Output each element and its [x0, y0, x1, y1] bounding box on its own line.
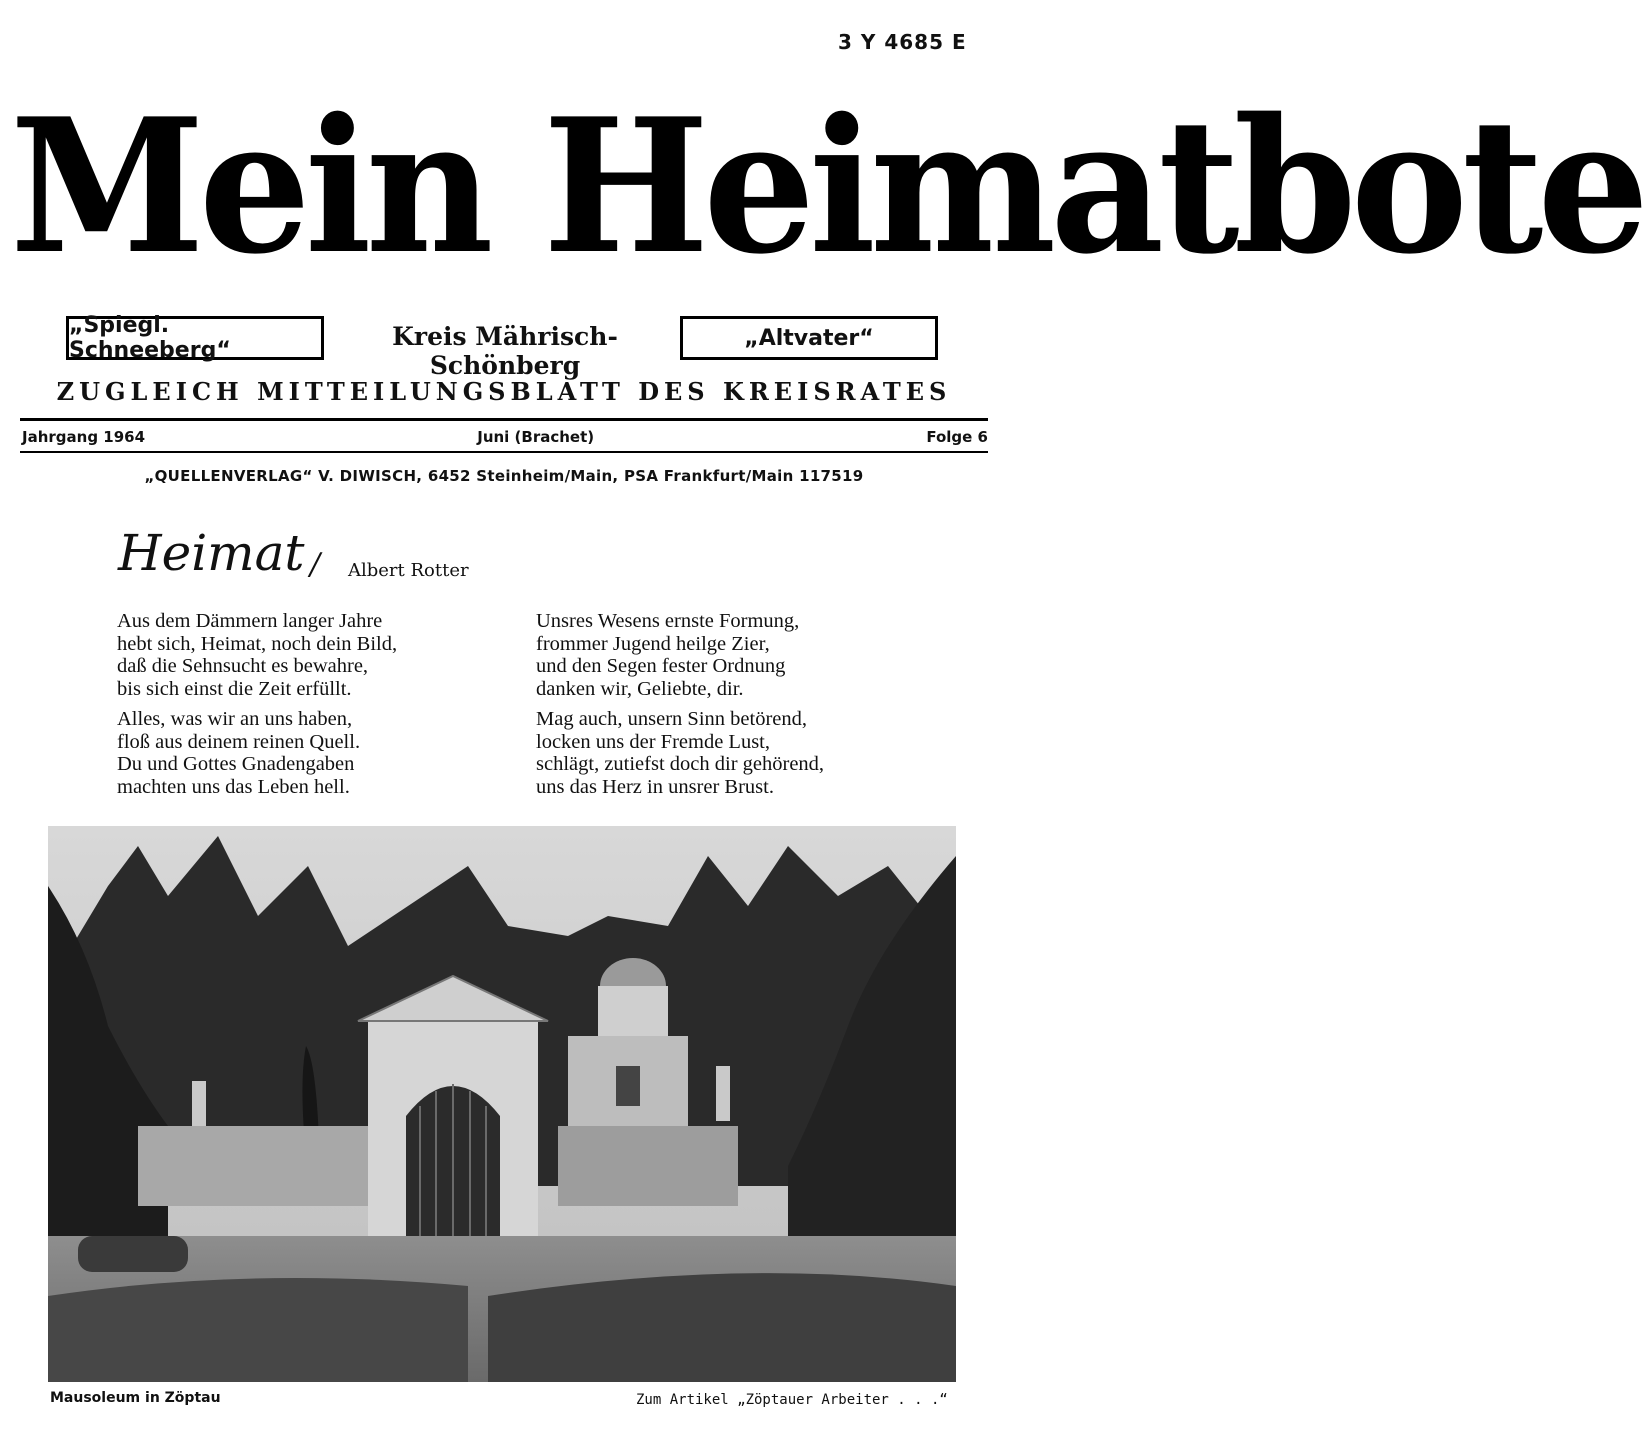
poem-line: hebt sich, Heimat, noch dein Bild, [117, 632, 398, 655]
poem-line: floß aus deinem reinen Quell. [117, 730, 361, 753]
title-separator: / [310, 547, 321, 582]
photo-caption: Mausoleum in Zöptau [50, 1390, 221, 1406]
mausoleum-photo [48, 826, 956, 1382]
region-box-right-label: „Altvater“ [744, 325, 874, 351]
region-box-left [66, 313, 324, 363]
poem-line: Mag auch, unsern Sinn betörend, [536, 708, 807, 730]
issue-month: Juni (Brachet) [477, 428, 595, 446]
poem-line: locken uns der Fremde Lust, [536, 730, 770, 753]
poem-line: bis sich einst die Zeit erfüllt. [117, 677, 352, 700]
issue-info-row [22, 428, 988, 446]
stanza-1 [117, 610, 397, 700]
issue-number: Folge 6 [926, 428, 988, 446]
poem-title: Heimat [118, 524, 305, 582]
stanza-3 [536, 610, 799, 700]
poem-author: Albert Rotter [348, 560, 469, 581]
poem-line: Alles, was wir an uns haben, [117, 708, 353, 730]
poem-line: danken wir, Geliebte, dir. [536, 677, 744, 700]
poem-line: Aus dem Dämmern langer Jahre [117, 610, 383, 632]
masthead-title: Mein Heimatbote [10, 77, 1643, 296]
poem-line: Unsres Wesens ernste Formung, [536, 610, 800, 632]
divider-bottom [20, 451, 988, 453]
divider-top [20, 418, 988, 421]
stanza-2 [117, 708, 360, 798]
publisher-line: „QUELLENVERLAG“ V. DIWISCH, 6452 Steinheim/Main, PSA Frankfurt/Main 117519 [144, 467, 864, 485]
poem-line: und den Segen fester Ordnung [536, 655, 786, 678]
article-reference: Zum Artikel „Zöptauer Arbeiter . . .“ [636, 1392, 948, 1408]
poem-line: uns das Herz in unsrer Brust. [536, 775, 774, 798]
poem-line: Du und Gottes Gnadengaben [117, 753, 355, 776]
region-box-left-label: „Spiegl. Schneeberg“ [69, 313, 231, 363]
district-name: Kreis Mährisch-Schönberg [392, 322, 618, 380]
mausoleum-illustration [48, 826, 956, 1382]
poem-line: schlägt, zutiefst doch dir gehörend, [536, 753, 825, 776]
poem-line: machten uns das Leben hell. [117, 775, 350, 798]
poem-line: frommer Jugend heilge Zier, [536, 632, 770, 655]
registration-code: 3 Y 4685 E [838, 30, 967, 54]
subtitle: ZUGLEICH MITTEILUNGSBLATT DES KREISRATES [56, 377, 952, 406]
issue-year: Jahrgang 1964 [22, 428, 146, 446]
poem-line: daß die Sehnsucht es bewahre, [117, 655, 369, 678]
stanza-4 [536, 708, 824, 798]
region-box-right [680, 316, 938, 360]
